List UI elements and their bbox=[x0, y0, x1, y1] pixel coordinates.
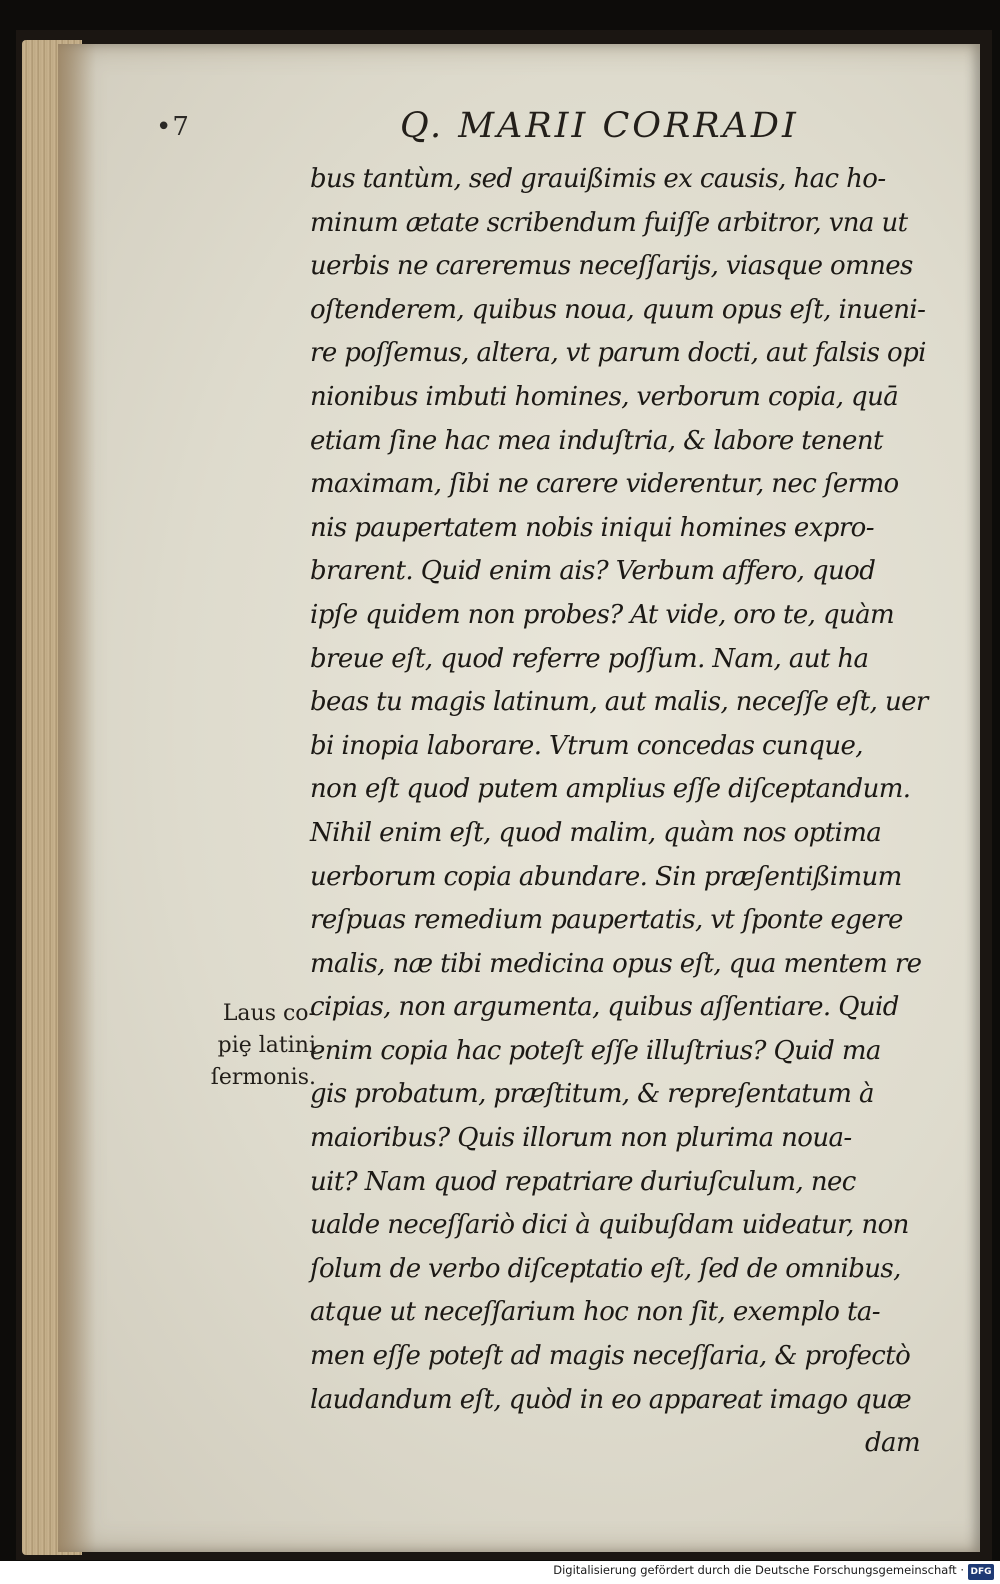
catchword: dam bbox=[865, 1428, 920, 1459]
text-line: minum ætate scribendum fuiſſe arbitror, vna ut bbox=[310, 207, 908, 238]
text-line: cipias, non argumenta, quibus aſſentiare. Quid bbox=[310, 992, 899, 1023]
footer-bar bbox=[0, 1561, 1000, 1584]
page-gutter-shadow bbox=[58, 44, 96, 1552]
body-text bbox=[310, 158, 960, 1466]
dfg-logo: DFG bbox=[968, 1564, 994, 1580]
text-line: enim copia hac poteſt eſſe illuſtrius? Quid ma bbox=[310, 1035, 881, 1066]
marginal-note-line: Laus co- bbox=[222, 1001, 316, 1026]
text-line: men eſſe poteſt ad magis neceſſaria, & profectò bbox=[310, 1341, 911, 1372]
text-line: etiam ſine hac mea induſtria, & labore tenent bbox=[310, 425, 883, 456]
text-line: reſpuas remedium paupertatis, vt ſponte egere bbox=[310, 905, 903, 936]
marginal-note bbox=[186, 998, 316, 1094]
text-line: nis paupertatem nobis iniqui homines expro- bbox=[310, 512, 874, 543]
text-line: bi inopia laborare. Vtrum concedas cunque, bbox=[310, 730, 863, 761]
text-line: uit? Nam quod repatriare duriuſculum, nec bbox=[310, 1166, 856, 1197]
text-line: Nihil enim eſt, quod malim, quàm nos optima bbox=[310, 817, 882, 848]
text-line: ualde neceſſariò dici à quibuſdam uideatur, non bbox=[310, 1210, 909, 1241]
text-line: oſtenderem, quibus noua, quum opus eſt, inueni- bbox=[310, 294, 926, 325]
text-line: uerborum copia abundare. Sin præſentißimum bbox=[310, 861, 902, 892]
text-line: brarent. Quid enim ais? Verbum affero, quod bbox=[310, 556, 876, 587]
running-head: Q. MARII CORRADI bbox=[400, 106, 799, 146]
footer-credit: Digitalisierung gefördert durch die Deutsche Forschungsgemeinschaft · bbox=[553, 1563, 964, 1577]
text-line: beas tu magis latinum, aut malis, neceſſe eſt, uer bbox=[310, 687, 928, 718]
marginal-note-line: ſermonis. bbox=[210, 1065, 316, 1090]
marginal-note-line: piȩ latini bbox=[217, 1033, 316, 1058]
text-line: bus tantùm, sed grauißimis ex causis, hac ho- bbox=[310, 164, 886, 194]
text-line: non eſt quod putem amplius eſſe diſceptandum. bbox=[310, 774, 911, 805]
text-line: atque ut neceſſarium hoc non ſit, exemplo ta- bbox=[310, 1297, 880, 1328]
text-line: breue eſt, quod referre poſſum. Nam, aut ha bbox=[310, 643, 869, 674]
text-line: malis, næ tibi medicina opus eſt, qua mentem re bbox=[310, 948, 922, 979]
text-line: ſolum de verbo diſceptatio eſt, ſed de omnibus, bbox=[310, 1253, 901, 1284]
text-line: maximam, ſibi ne carere viderentur, nec ſermo bbox=[310, 469, 899, 500]
text-line: re poſſemus, altera, vt parum docti, aut falsis opi bbox=[310, 338, 926, 369]
page-number: •7 bbox=[156, 112, 190, 142]
text-line: nionibus imbuti homines, verborum copia, quā bbox=[310, 381, 899, 412]
text-line: maioribus? Quis illorum non plurima noua- bbox=[310, 1123, 852, 1154]
text-line: gis probatum, præſtitum, & repreſentatum à bbox=[310, 1079, 874, 1110]
text-line: ipſe quidem non probes? At vide, oro te, quàm bbox=[310, 599, 895, 630]
text-line: uerbis ne careremus neceſſarijs, viasque omnes bbox=[310, 251, 913, 282]
text-line: laudandum eſt, quòd in eo appareat imago quæ bbox=[310, 1384, 912, 1415]
